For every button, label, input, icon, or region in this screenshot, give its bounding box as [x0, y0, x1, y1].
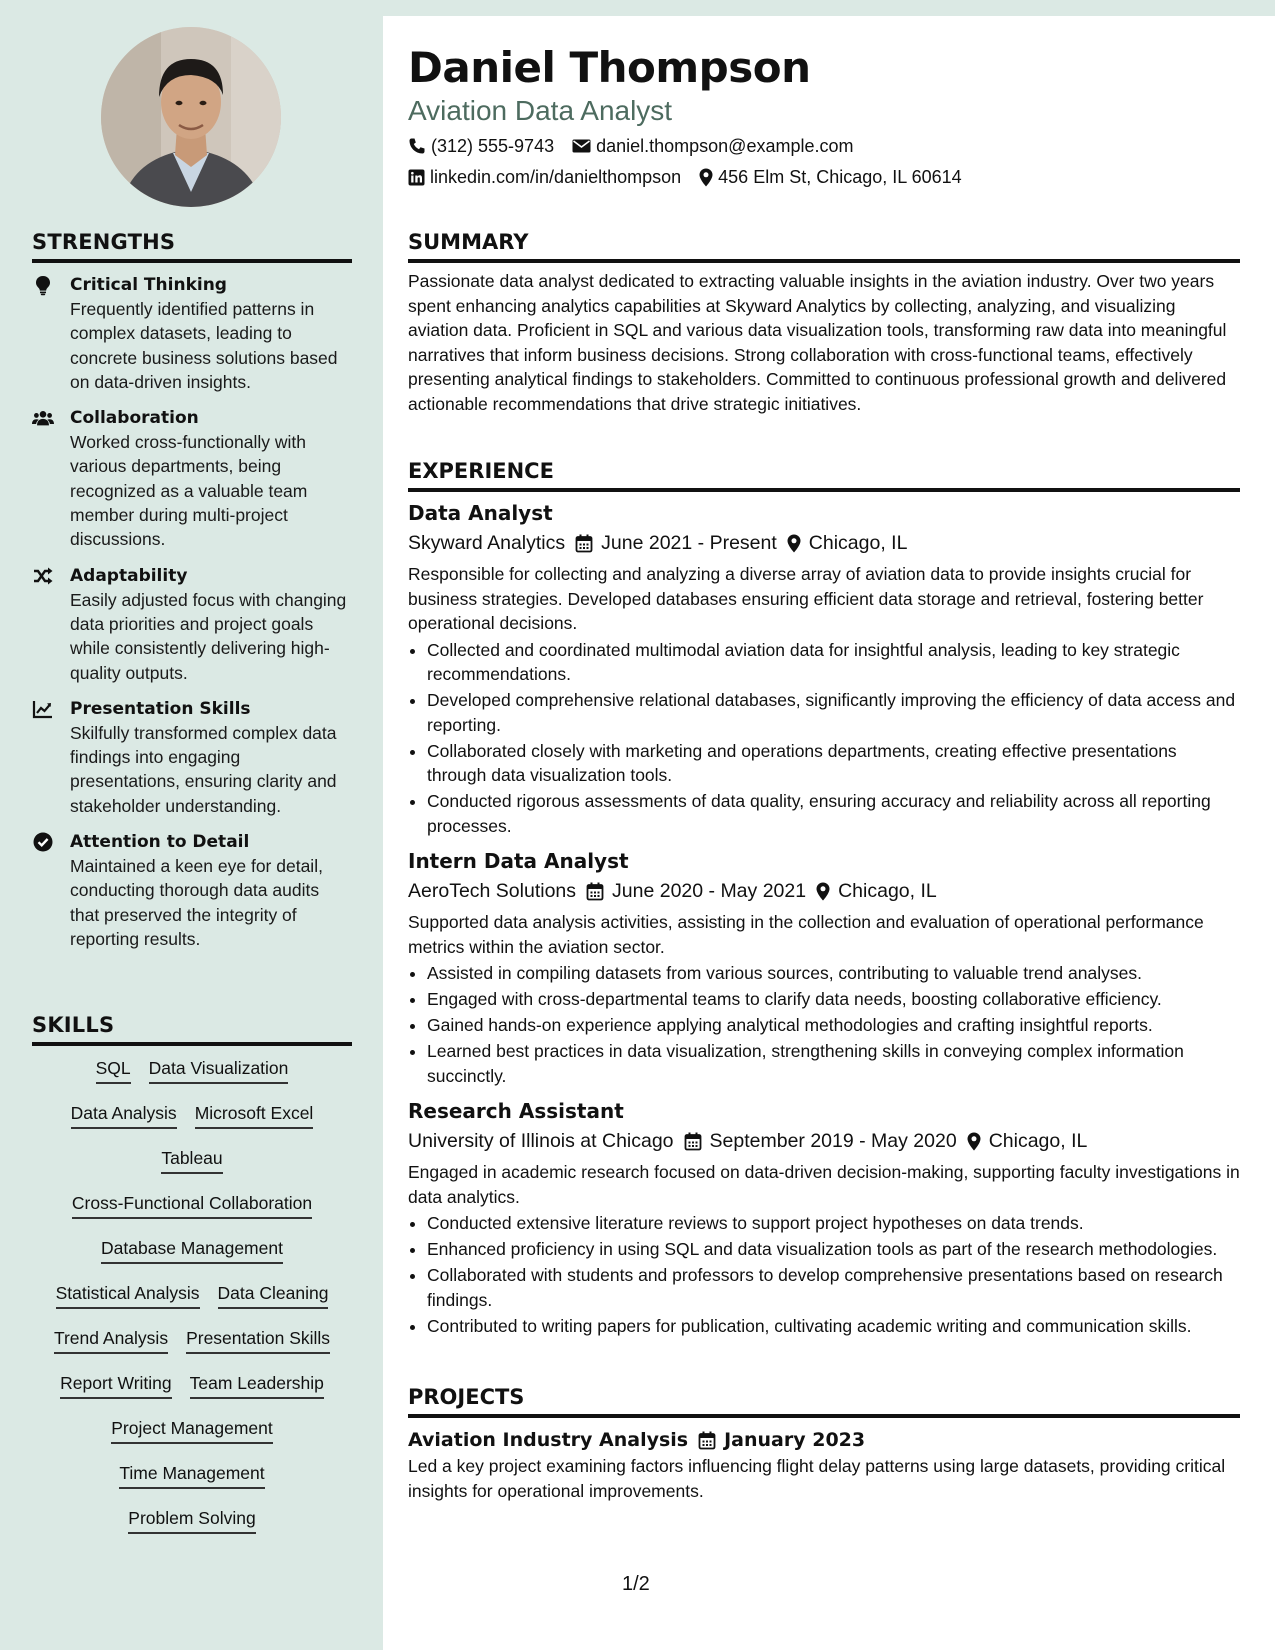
skills-list [32, 1056, 352, 1551]
strength-item [32, 830, 352, 951]
skill-row [32, 1191, 352, 1236]
skill-tag: SQL [96, 1056, 131, 1084]
skill-tag: Data Visualization [149, 1056, 289, 1084]
lightbulb-icon [32, 274, 54, 296]
summary-section [408, 229, 1240, 416]
project-date-text: January 2023 [724, 1429, 866, 1451]
job-dates [586, 876, 806, 906]
users-icon [32, 407, 54, 429]
calendar-icon [575, 534, 593, 553]
strength-title: Attention to Detail [70, 832, 250, 853]
job-bullet: • Contributed to writing papers for publication, cultivating academic writing and communication skills. [427, 1314, 1240, 1339]
strength-title: Collaboration [70, 408, 199, 429]
job-meta [408, 528, 1240, 558]
skill-tag: Tableau [161, 1146, 222, 1174]
strength-description: Maintained a keen eye for detail, conducting thorough data audits that preserved the integrity of reporting results. [70, 856, 323, 949]
job-bullets [408, 638, 1240, 839]
skill-tag: Database Management [101, 1236, 283, 1264]
job-company: University of Illinois at Chicago [408, 1130, 674, 1152]
project-title: Aviation Industry Analysis [408, 1429, 689, 1451]
phone-text: (312) 555-9743 [431, 136, 555, 156]
phone-contact [408, 134, 554, 158]
strengths-heading: STRENGTHS [32, 229, 352, 263]
calendar-icon [698, 1431, 716, 1450]
chart-line-icon [32, 698, 54, 720]
job-company: AeroTech Solutions [408, 880, 577, 902]
phone-icon [408, 137, 426, 155]
job-dates-text: June 2021 - Present [601, 532, 777, 554]
skill-row [32, 1281, 352, 1326]
skill-row [32, 1101, 352, 1146]
skill-row [32, 1146, 352, 1191]
job-location [816, 876, 937, 906]
strength-title: Critical Thinking [70, 275, 227, 295]
job-location [967, 1126, 1088, 1156]
skill-tag: Team Leadership [190, 1371, 324, 1399]
skills-heading: SKILLS [32, 1012, 352, 1046]
skill-tag: Presentation Skills [186, 1326, 330, 1354]
job-bullet: • Engaged with cross-departmental teams to clarify data needs, boosting collaborative efficiency. [427, 987, 1240, 1012]
skill-row [32, 1236, 352, 1281]
skill-tag: Data Cleaning [218, 1281, 329, 1309]
strength-item [32, 697, 352, 818]
strength-description: Easily adjusted focus with changing data priorities and project goals while consistently delivering high-quality outputs. [70, 589, 347, 683]
candidate-role: Aviation Data Analyst [408, 95, 673, 126]
skill-tag: Statistical Analysis [56, 1281, 200, 1309]
strength-description: Frequently identified patterns in complex datasets, leading to concrete business solutions based on data-driven insights. [70, 299, 338, 392]
check-circle-icon [32, 831, 54, 853]
job-entry [408, 1096, 1240, 1338]
strengths-section [32, 229, 352, 951]
job-meta [408, 876, 1240, 906]
map-pin-icon [967, 1132, 981, 1151]
skill-row [32, 1326, 352, 1371]
envelope-icon [572, 138, 591, 154]
shuffle-icon [32, 565, 54, 587]
map-pin-icon [816, 882, 830, 901]
skill-tag: Report Writing [60, 1371, 172, 1399]
job-location-text: Chicago, IL [988, 1130, 1088, 1152]
contact-row [408, 134, 854, 158]
experience-heading: EXPERIENCE [408, 458, 1240, 492]
strength-title: Adaptability [70, 565, 188, 586]
job-bullets [408, 1211, 1240, 1338]
linkedin-contact[interactable] [408, 165, 681, 189]
address-contact [699, 165, 961, 189]
linkedin-text[interactable]: linkedin.com/in/danielthompson [430, 167, 682, 187]
strength-item [32, 564, 352, 685]
job-location-text: Chicago, IL [838, 880, 937, 902]
job-bullet: • Enhanced proficiency in using SQL and data visualization tools as part of the research methodologies. [427, 1237, 1240, 1262]
job-dates [684, 1126, 957, 1156]
skill-tag: Project Management [111, 1416, 272, 1444]
skill-tag: Time Management [119, 1461, 264, 1489]
job-location [787, 528, 908, 558]
email-text[interactable]: daniel.thompson@example.com [596, 136, 854, 156]
skill-tag: Data Analysis [71, 1101, 177, 1129]
summary-text: Passionate data analyst dedicated to extracting valuable insights in the aviation industry. Over two years spent enhancing analytics capabilities at Skyward Analytics by collecting, analyzing, and visualizing aviation data. Proficient in SQL and various data visualization tools, transforming raw data into meaningful narratives that inform business decisions. Strong collaboration with cross-functional teams, effectively presenting analytical findings to stakeholders. Committed to continuous professional growth and delivered actionable recommendations that drive strategic initiatives. [408, 271, 1227, 414]
candidate-name: Daniel Thompson [408, 43, 811, 92]
skills-section [32, 1012, 352, 1551]
job-entry [408, 498, 1240, 838]
job-dates-text: September 2019 - May 2020 [709, 1130, 957, 1152]
skill-row [32, 1056, 352, 1101]
job-bullet: • Learned best practices in data visualization, strengthening skills in conveying complex information succinctly. [427, 1039, 1240, 1088]
project-header [408, 1426, 1240, 1454]
job-description: Responsible for collecting and analyzing a diverse array of aviation data to provide insights crucial for business strategies. Developed databases ensuring efficient data storage and retrieval, fostering better operational decisions. [408, 564, 1204, 633]
strength-description: Skilfully transformed complex data findings into engaging presentations, ensuring clarity and stakeholder understanding. [70, 722, 337, 816]
experience-section [408, 458, 1240, 1340]
map-pin-icon [787, 534, 801, 553]
calendar-icon [586, 882, 604, 901]
map-pin-icon [699, 168, 713, 187]
job-entry [408, 846, 1240, 1088]
job-title: Research Assistant [408, 1099, 624, 1123]
job-title: Data Analyst [408, 501, 553, 525]
job-dates-text: June 2020 - May 2021 [612, 880, 807, 902]
strength-item [32, 406, 352, 551]
skill-tag: Microsoft Excel [195, 1101, 314, 1129]
skill-tag: Trend Analysis [54, 1326, 168, 1354]
project-description: Led a key project examining factors influencing flight delay patterns using large datasets, providing critical insights for operational improvements. [408, 1456, 1226, 1501]
job-bullet: • Conducted rigorous assessments of data quality, ensuring accuracy and reliability across all reporting processes. [427, 789, 1240, 838]
job-description: Supported data analysis activities, assisting in the collection and evaluation of operational performance metrics within the aviation sector. [408, 912, 1204, 957]
job-bullets [408, 961, 1240, 1088]
job-title: Intern Data Analyst [408, 849, 629, 873]
strength-description: Worked cross-functionally with various departments, being recognized as a valuable team member during multi-project discussions. [70, 432, 308, 550]
skill-row [32, 1416, 352, 1461]
skill-tag: Cross-Functional Collaboration [72, 1191, 312, 1219]
address-text: 456 Elm St, Chicago, IL 60614 [718, 167, 962, 187]
project-date [698, 1426, 865, 1454]
job-bullet: • Collaborated with students and professors to develop comprehensive presentations based on research findings. [427, 1263, 1240, 1312]
skill-tag: Problem Solving [128, 1506, 255, 1534]
linkedin-icon [408, 169, 425, 186]
job-bullet: • Conducted extensive literature reviews to support project hypotheses on data trends. [427, 1211, 1240, 1236]
strength-title: Presentation Skills [70, 698, 251, 719]
profile-photo [101, 27, 281, 207]
page-number: 1/2 [622, 1573, 650, 1595]
email-contact[interactable] [572, 134, 853, 158]
job-bullet: • Collected and coordinated multimodal aviation data for insightful analysis, leading to key strategic recommendations. [427, 638, 1240, 687]
job-description: Engaged in academic research focused on data-driven decision-making, supporting faculty investigations in data analytics. [408, 1162, 1240, 1207]
calendar-icon [684, 1132, 702, 1151]
strength-item [32, 273, 352, 394]
summary-heading: SUMMARY [408, 229, 1240, 263]
job-bullet: • Collaborated closely with marketing and operations departments, creating effective presentations through data visualization tools. [427, 739, 1240, 788]
job-meta [408, 1126, 1240, 1156]
person-portrait-icon [101, 27, 281, 207]
job-bullet: • Assisted in compiling datasets from various sources, contributing to valuable trend analyses. [427, 961, 1240, 986]
projects-section [408, 1384, 1240, 1503]
job-bullet: • Developed comprehensive relational databases, significantly improving the efficiency of data access and reporting. [427, 688, 1240, 737]
projects-heading: PROJECTS [408, 1384, 1240, 1418]
job-bullet: • Gained hands-on experience applying analytical methodologies and crafting insightful reports. [427, 1013, 1240, 1038]
job-location-text: Chicago, IL [808, 532, 908, 554]
skill-row [32, 1371, 352, 1416]
skill-row [32, 1461, 352, 1506]
contact-row [408, 165, 962, 189]
skill-row [32, 1506, 352, 1551]
job-dates [575, 528, 777, 558]
job-company: Skyward Analytics [408, 532, 566, 554]
